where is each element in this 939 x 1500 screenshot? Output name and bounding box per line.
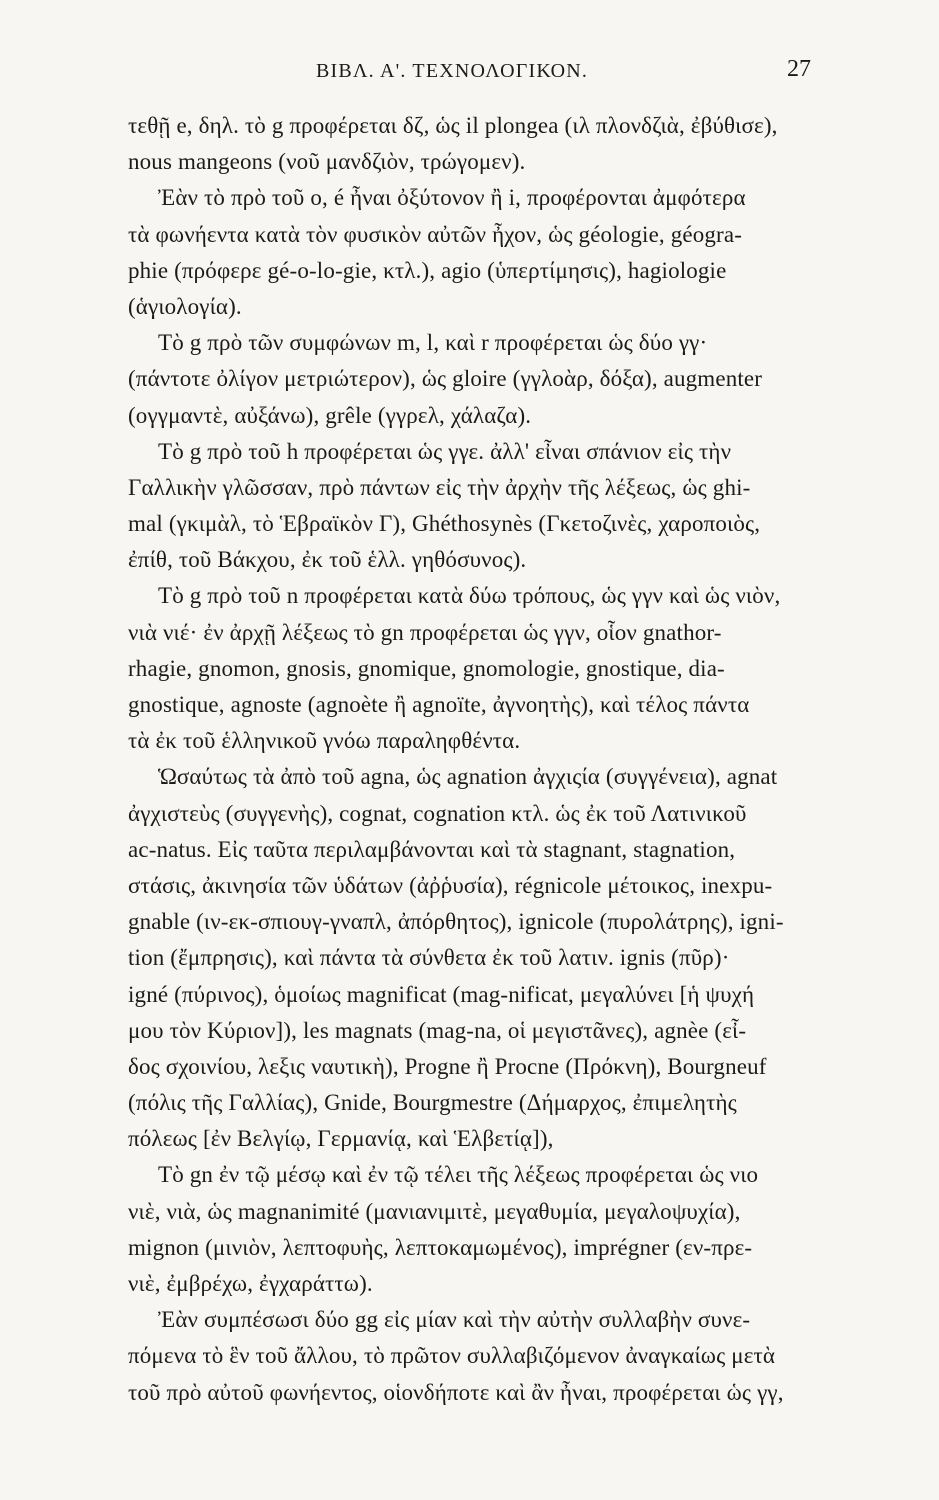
text-line: τεθῇ e, δηλ. τὸ g προφέρεται δζ, ὡς il plongea (ιλ πλονδζιὰ, ἐβύθισε), — [128, 113, 778, 138]
text-line: δος σχοινίου, λεξις ναυτικὴ), Progne ἢ Procne (Πρόκνη), Bourgneuf — [128, 1053, 767, 1079]
text-line: gnostique, agnoste (agnoète ἢ agnoïte, ἀγνοητὴς), καὶ τέλος πάντα — [128, 692, 750, 717]
text-line: τὰ ἐκ τοῦ ἑλληνικοῦ γνόω παραληφθέντα. — [128, 728, 521, 754]
text-line: Ἐὰν συμπέσωσι δύο gg εἰς μίαν καὶ τὴν αὐτὴν συλλαβὴν συνε- — [158, 1307, 751, 1333]
text-line: rhagie, gnomon, gnosis, gnomique, gnomologie, gnostique, dia- — [128, 655, 725, 681]
text-line: Τὸ gn ἐν τῷ μέσῳ καὶ ἐν τῷ τέλει τῆς λέξεως προφέρεται ὡς νιο — [158, 1162, 759, 1188]
text-line: νιὲ, νιὰ, ὡς magnanimité (μανιανιμιτὲ, μεγαθυμία, μεγαλοψυχία), — [128, 1198, 741, 1224]
text-line: (πάντοτε ὀλίγον μετριώτερον), ὡς gloire (γγλοὰρ, δόξα), augmenter — [128, 366, 763, 392]
text-line: mal (γκιμὰλ, τὸ Ἑβραϊκὸν Γ), Ghéthosynès (Γκετοζινὲς, χαροποιὸς, — [128, 511, 761, 537]
text-line: phie (πρόφερε gé-o-lo-gie, κτλ.), agio (ὑπερτίμησις), hagiologie — [128, 257, 727, 283]
page-number: 27 — [787, 56, 811, 82]
text-line: πόλεως [ἐν Βελγίῳ, Γερμανίᾳ, καὶ Ἑλβετίᾳ]), — [128, 1126, 554, 1152]
text-line: τὰ φωνήεντα κατὰ τὸν φυσικὸν αὐτῶν ἦχον, ὡς géologie, géogra- — [128, 221, 743, 247]
text-line: (ἁγιολογία). — [128, 293, 242, 319]
text-line: νιὲ, ἐμβρέχω, ἐγχαράττω). — [128, 1271, 373, 1296]
text-line: ἀγχιστεὺς (συγγενὴς), cognat, cognation κτλ. ὡς ἐκ τοῦ Λατινικοῦ — [128, 800, 747, 826]
text-line: στάσις, ἀκινησία τῶν ὑδάτων (ἀῤῥυσία), régnicole μέτοικος, inexpu- — [128, 872, 773, 898]
text-line: μου τὸν Κύριον]), les magnats (mag-na, οἱ μεγιστᾶνες), agnèe (εἶ- — [128, 1017, 747, 1043]
text-line: Γαλλικὴν γλῶσσαν, πρὸ πάντων εἰς τὴν ἀρχὴν τῆς λέξεως, ὡς ghi- — [128, 474, 751, 500]
text-line: πόμενα τὸ ἓν τοῦ ἄλλου, τὸ πρῶτον συλλαβιζόμενον ἀναγκαίως μετὰ — [128, 1343, 776, 1369]
text-line: gnable (ιν-εκ-σπιουγ-γναπλ, ἀπόρθητος), ignicole (πυρολάτρης), igni- — [128, 909, 784, 935]
text-line: mignon (μινιὸν, λεπτοφυὴς, λεπτοκαμωμένος), imprégner (εν-πρε- — [128, 1234, 753, 1260]
text-line: Τὸ g πρὸ τῶν συμφώνων m, l, καὶ r προφέρεται ὡς δύο γγ· — [158, 330, 708, 356]
text-line: igné (πύρινος), ὁμοίως magnificat (mag-nificat, μεγαλύνει [ἡ ψυχή — [128, 981, 755, 1007]
text-line: (πόλις τῆς Γαλλίας), Gnide, Bourgmestre (Δήμαρχος, ἐπιμελητὴς — [128, 1090, 737, 1116]
text-line: nous mangeons (νοῦ μανδζιὸν, τρώγομεν). — [128, 149, 526, 175]
text-line: Ἐὰν τὸ πρὸ τοῦ o, é ἦναι ὀξύτονον ἢ i, προφέρονται ἀμφότερα — [158, 185, 746, 211]
text-line: tion (ἔμπρησις), καὶ πάντα τὰ σύνθετα ἐκ τοῦ λατιν. ignis (πῦρ)· — [128, 945, 730, 971]
body-text — [128, 108, 808, 1411]
page-header — [300, 56, 811, 88]
running-title: ΒΙΒΛ. Α'. ΤΕΧΝΟΛΟΓΙΚΟΝ. — [316, 60, 589, 82]
text-line: Τὸ g πρὸ τοῦ n προφέρεται κατὰ δύω τρόπους, ὡς γγν καὶ ὡς νιὸν, — [158, 583, 781, 609]
text-line: νιὰ νιέ· ἐν ἀρχῇ λέξεως τὸ gn προφέρεται ὡς γγν, οἷον gnathor- — [128, 619, 722, 645]
text-line: ac-natus. Εἰς ταῦτα περιλαμβάνονται καὶ τὰ stagnant, stagnation, — [128, 836, 736, 862]
text-line: Τὸ g πρὸ τοῦ h προφέρεται ὡς γγε. ἀλλ' εἶναι σπάνιον εἰς τὴν — [158, 438, 732, 464]
text-line: τοῦ πρὸ αὐτοῦ φωνήεντος, οἱονδήποτε καὶ ἂν ἦναι, προφέρεται ὡς γγ, — [128, 1379, 784, 1405]
text-line: Ὡσαύτως τὰ ἀπὸ τοῦ agna, ὡς agnation ἀγχιςία (συγγένεια), agnat — [158, 764, 778, 790]
text-line: (ογγμαντὲ, αὐξάνω), grêle (γγρελ, χάλαζα). — [128, 402, 532, 428]
text-line: ἐπίθ, τοῦ Βάκχου, ἐκ τοῦ ἑλλ. γηθόσυνος). — [128, 547, 527, 573]
